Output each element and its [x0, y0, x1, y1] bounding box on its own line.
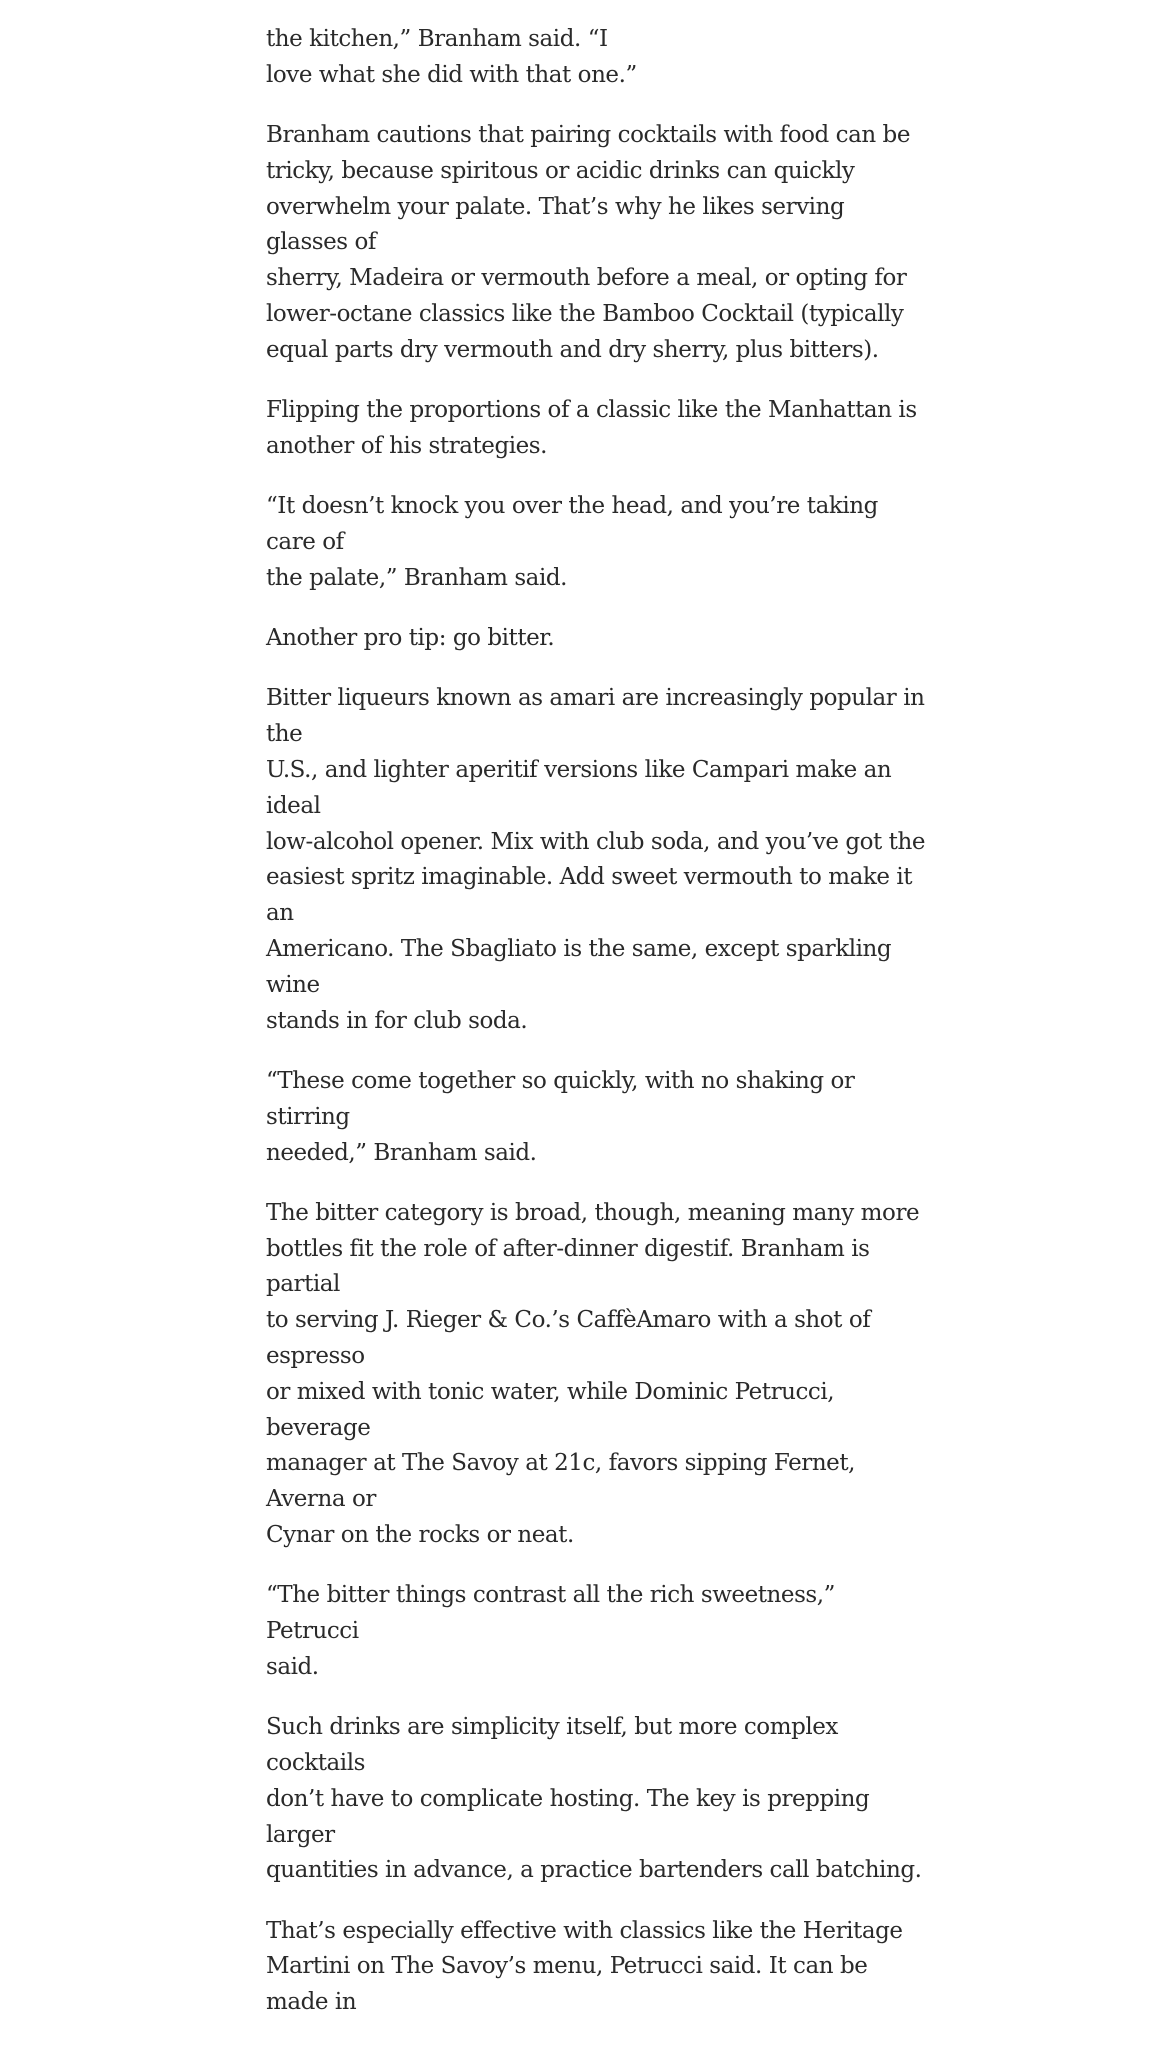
text-line: love what she did with that one.”: [266, 61, 637, 88]
text-line: said.: [266, 1653, 319, 1680]
text-line: “The bitter things contrast all the rich sweetness,” Petrucci: [266, 1582, 835, 1645]
text-line: manager at The Savoy at 21c, favors sipping Fernet, Averna or: [266, 1450, 855, 1513]
article-paragraph: [266, 1710, 926, 1889]
text-line: or mixed with tonic water, while Dominic Petrucci, beverage: [266, 1378, 835, 1441]
text-line: Such drinks are simplicity itself, but more complex cocktails: [266, 1714, 838, 1776]
text-line: Flipping the proportions of a classic like the Manhattan is: [266, 397, 917, 424]
text-line: lower-octane classics like the Bamboo Cocktail (typically: [266, 301, 904, 328]
text-line: easiest spritz imaginable. Add sweet vermouth to make it an: [266, 864, 913, 927]
text-line: the palate,” Branham said.: [266, 564, 567, 591]
article-paragraph: [266, 621, 926, 657]
text-line: to serving J. Rieger & Co.’s CaffèAmaro with a shot of espresso: [266, 1307, 871, 1369]
text-line: stands in for club soda.: [266, 1007, 528, 1034]
text-line: Another pro tip: go bitter.: [266, 625, 555, 652]
text-line: another of his strategies.: [266, 432, 548, 459]
text-line: “It doesn’t knock you over the head, and you’re taking care of: [266, 493, 878, 556]
text-line: bottles fit the role of after-dinner digestif. Branham is partial: [266, 1235, 870, 1298]
text-line: U.S., and lighter aperitif versions like Campari make an ideal: [266, 757, 892, 819]
article-paragraph: [266, 393, 926, 465]
article-paragraph: [266, 1914, 926, 2021]
text-line: “These come together so quickly, with no shaking or stirring: [266, 1067, 855, 1130]
text-line: tricky, because spiritous or acidic drinks can quickly: [266, 157, 855, 184]
article-paragraph: [266, 1064, 926, 1171]
text-line: the kitchen,” Branham said. “I: [266, 26, 608, 52]
text-line: Americano. The Sbagliato is the same, except sparkling wine: [266, 936, 892, 998]
article-body: [266, 22, 926, 2046]
text-line: don’t have to complicate hosting. The key is prepping larger: [266, 1785, 870, 1848]
article-paragraph: [266, 118, 926, 369]
article-paragraph: [266, 22, 926, 94]
article-paragraph: [266, 489, 926, 596]
text-line: Cynar on the rocks or neat.: [266, 1521, 574, 1548]
text-line: That’s especially effective with classics like the Heritage: [266, 1917, 903, 1944]
text-line: needed,” Branham said.: [266, 1139, 537, 1166]
text-line: Bitter liqueurs known as amari are increasingly popular in the: [266, 685, 925, 748]
text-line: equal parts dry vermouth and dry sherry, plus bitters).: [266, 336, 879, 363]
article-paragraph: [266, 1196, 926, 1554]
text-line: quantities in advance, a practice bartenders call batching.: [266, 1857, 922, 1884]
text-line: sherry, Madeira or vermouth before a meal, or opting for: [266, 265, 907, 292]
text-line: low-alcohol opener. Mix with club soda, and you’ve got the: [266, 828, 926, 855]
article-paragraph: [266, 1578, 926, 1685]
text-line: The bitter category is broad, though, meaning many more: [266, 1199, 920, 1226]
text-line: Martini on The Savoy’s menu, Petrucci said. It can be made in: [266, 1953, 868, 2016]
text-line: overwhelm your palate. That’s why he likes serving glasses of: [266, 193, 845, 256]
article-paragraph: [266, 681, 926, 1039]
text-line: Branham cautions that pairing cocktails with food can be: [266, 122, 910, 149]
